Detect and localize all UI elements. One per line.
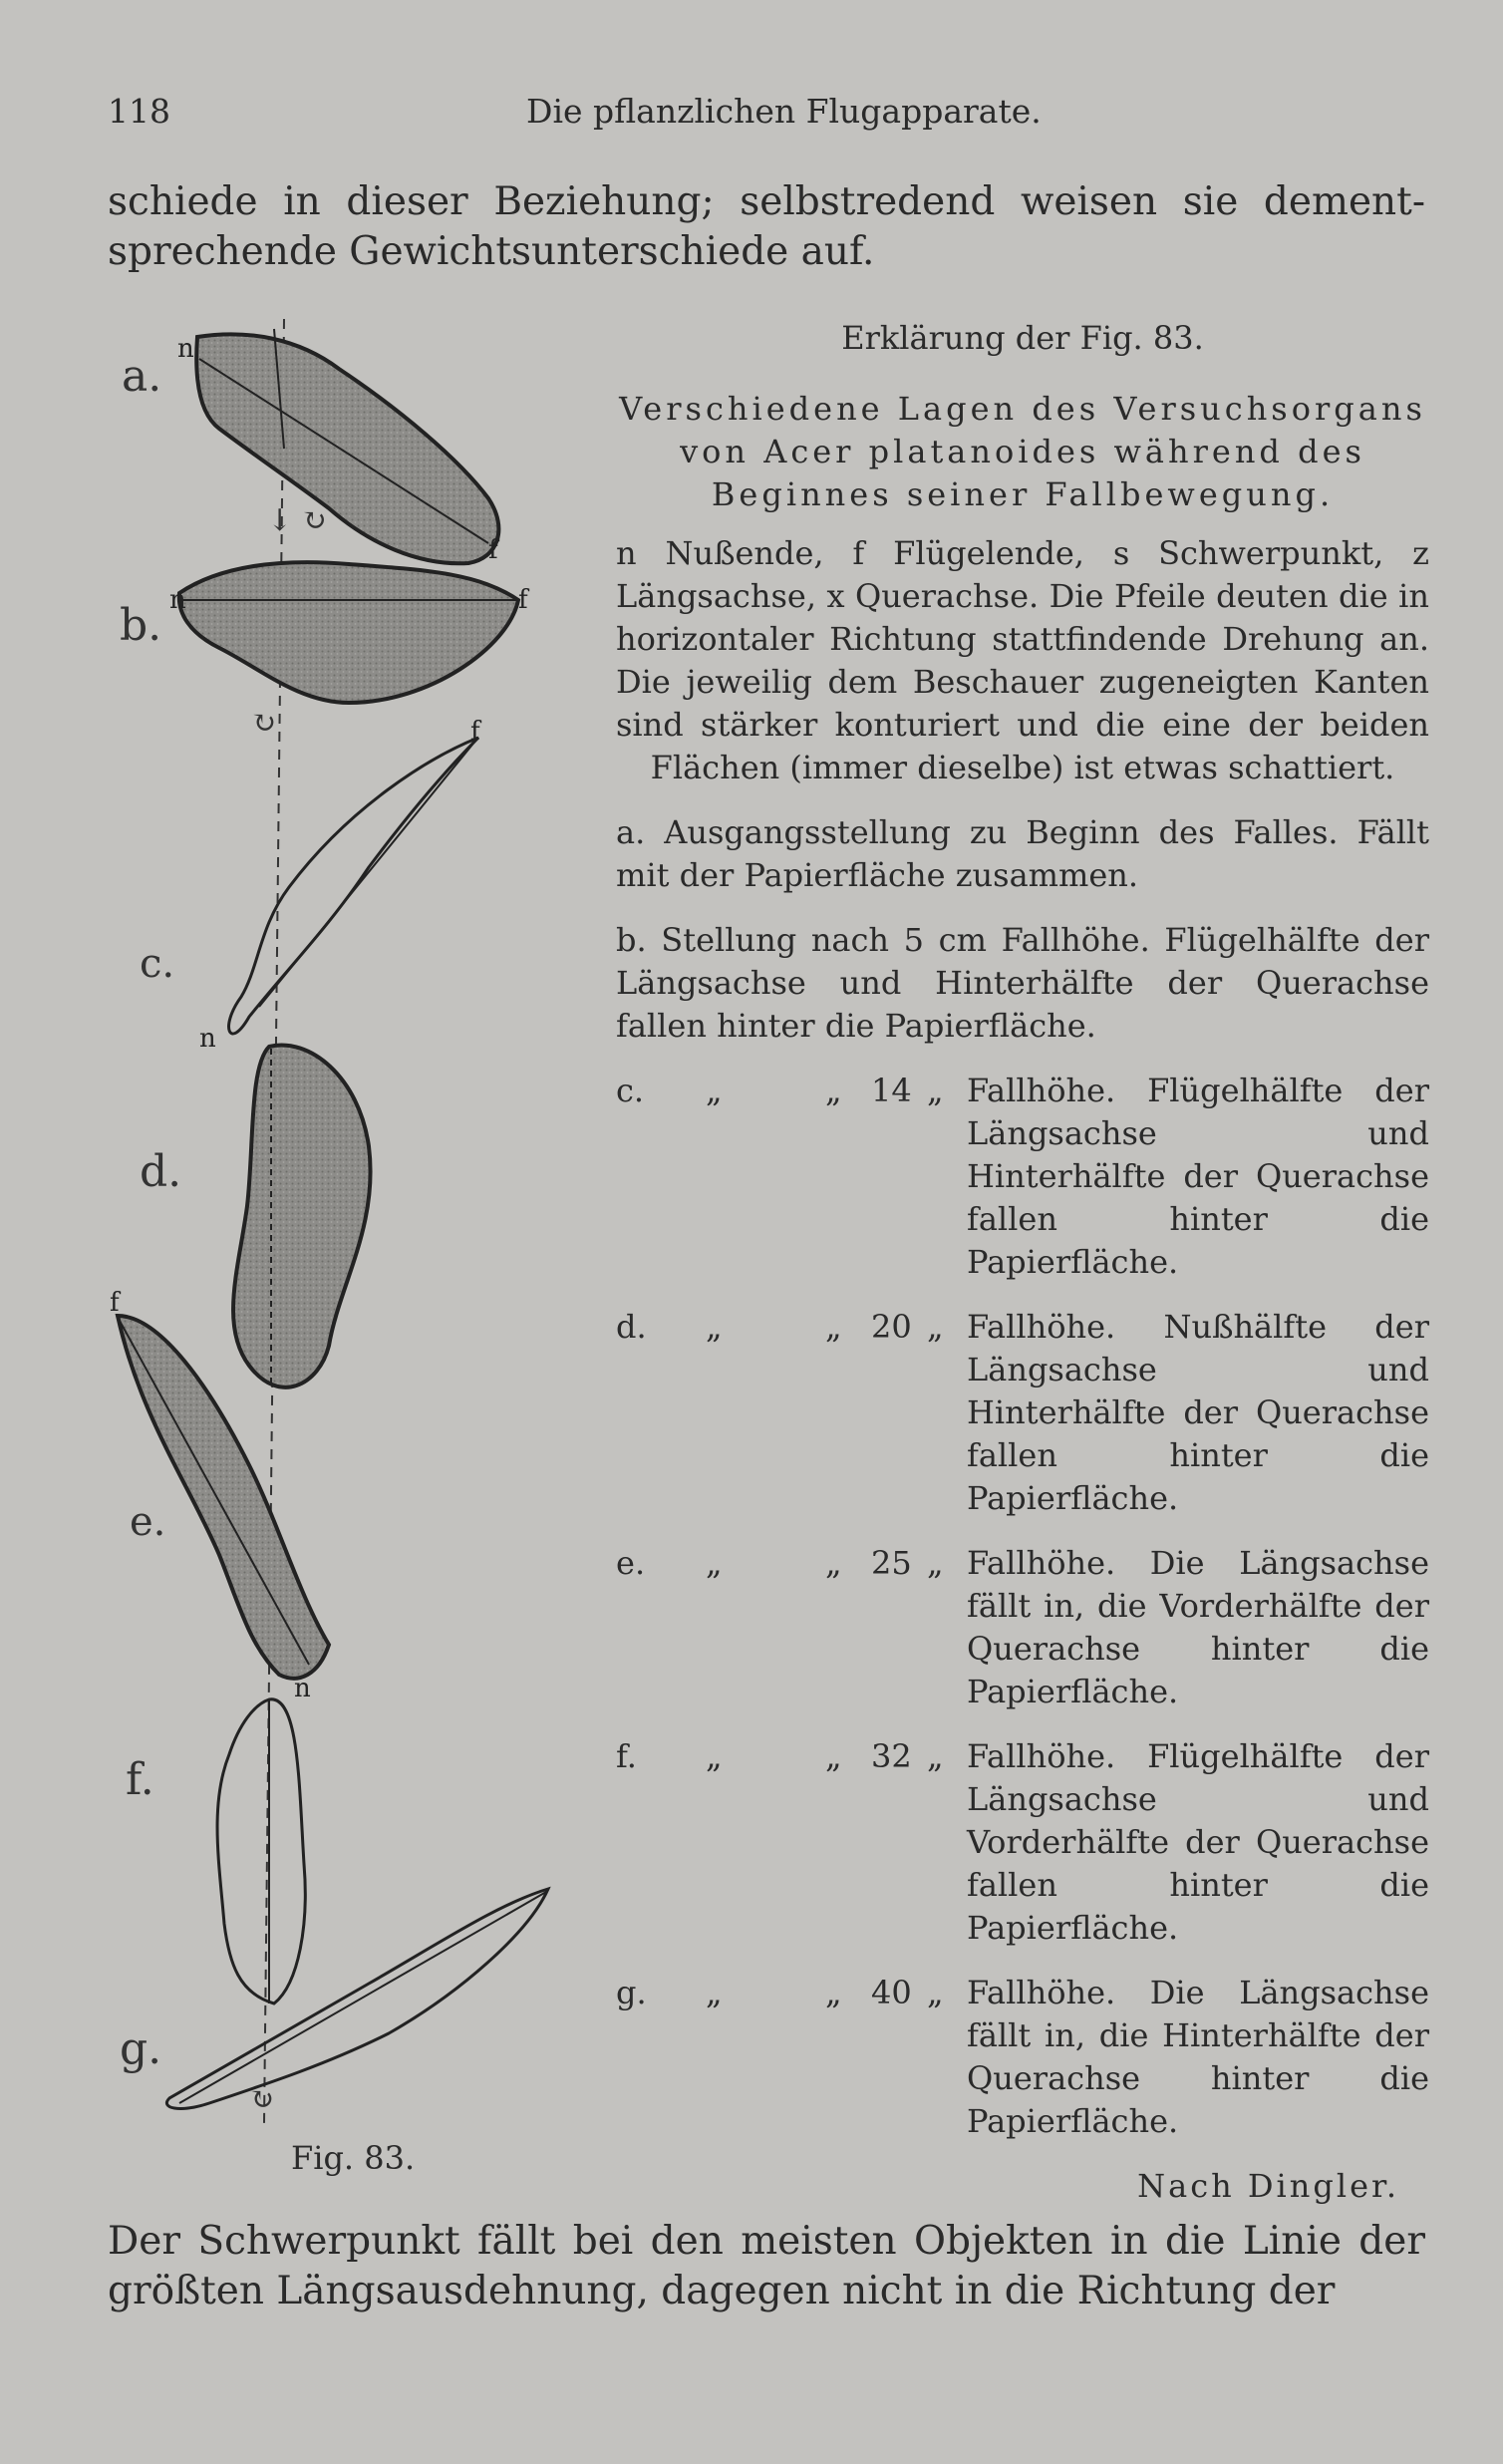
ditto-mark: „ (706, 1737, 723, 1775)
point-n-b: n (169, 585, 186, 615)
point-f-c: f (470, 717, 480, 747)
point-n-e: n (294, 1674, 311, 1703)
figure-83-illustration (100, 309, 618, 2143)
seed-stage-b (179, 562, 518, 703)
seed-b-shape (179, 562, 518, 703)
stage-item-c-height: 14 (871, 1072, 912, 1109)
seed-a-shape (196, 334, 498, 563)
point-f-e: f (110, 1288, 120, 1318)
point-f-a: f (488, 535, 498, 565)
ditto-mark: „ (825, 1308, 842, 1346)
point-n-c: n (199, 1024, 216, 1054)
stage-item-f-letter: f. (616, 1737, 637, 1775)
ditto-mark: „ (927, 1308, 944, 1346)
page-header (108, 92, 1403, 132)
figure-credit: Nach Dingler. (1137, 2167, 1399, 2205)
stage-letter-g: g. (120, 2023, 162, 2074)
stage-item-c-letter: c. (616, 1072, 645, 1109)
seed-d-shape (233, 1045, 371, 1386)
ditto-mark: „ (825, 1974, 842, 2011)
explanation-legend: n Nußende, f Flügelende, s Schwerpunkt, z Längsachse, x Querachse. Die Pfeile deuten die in horizontaler Richtung stattfindende Drehung an. Die jeweilig dem Beschauer zugeneigten Kanten sind stärker konturiert und die eine der beiden Flächen (immer dieselbe) ist etwas schattiert. (616, 534, 1429, 786)
ditto-mark: „ (825, 1072, 842, 1109)
stage-item-b-key: b. Stellung nach 5 cm Fallhöhe. (616, 921, 1150, 959)
stage-letter-f: f. (126, 1754, 154, 1805)
stage-item-e (616, 1542, 1429, 1713)
ditto-mark: „ (825, 1544, 842, 1582)
stage-item-b-text (616, 919, 1429, 1048)
running-title: Die pflanzlichen Flugapparate. (526, 92, 1042, 131)
figure-label: Fig. 83. (291, 2139, 416, 2177)
stage-letter-c: c. (140, 941, 175, 987)
ditto-mark: „ (706, 1072, 723, 1109)
stage-item-e-letter: e. (616, 1544, 646, 1582)
rotation-arrow-a: ↓ ↻ (267, 503, 327, 538)
seed-g-long-axis (179, 1892, 546, 2103)
ditto-mark: „ (706, 1308, 723, 1346)
stage-letter-a: a. (122, 351, 162, 402)
stage-item-f-height: 32 (871, 1737, 912, 1775)
stage-item-a-text (616, 811, 1429, 897)
ditto-mark: „ (825, 1737, 842, 1775)
explanation-heading: Erklärung der Fig. 83. (841, 319, 1204, 357)
page-number: 118 (108, 92, 170, 131)
ditto-mark: „ (706, 1974, 723, 2011)
body-paragraph-top: schiede in dieser Beziehung; selbstredend weisen sie dement-sprechende Gewichtsunterschiede auf. (108, 179, 1425, 274)
stage-item-c-desc: Fallhöhe. Flügelhälfte der Längsachse und Hinterhälfte der Querachse fallen hinter die Papierfläche. (967, 1072, 1429, 1281)
stage-letter-b: b. (120, 600, 162, 651)
stage-list (616, 811, 1429, 2143)
stage-item-e-height: 25 (871, 1544, 912, 1582)
stage-letter-e: e. (130, 1499, 166, 1545)
stage-item-f (616, 1735, 1429, 1950)
stage-item-d-letter: d. (616, 1308, 647, 1346)
body-paragraph-bottom: Der Schwerpunkt fällt bei den meisten Objekten in die Linie der größten Längsausdehnung, dagegen nicht in die Richtung der (108, 2219, 1425, 2313)
point-f-b: f (518, 585, 528, 615)
seed-stage-f (217, 1699, 305, 2003)
seed-stage-d (233, 1045, 371, 1386)
stage-item-c (616, 1070, 1429, 1284)
stage-item-f-desc: Fallhöhe. Flügelhälfte der Längsachse und Vorderhälfte der Querachse fallen hinter die Papierfläche. (967, 1737, 1429, 1947)
seed-c-long-axis (259, 740, 476, 1007)
stage-item-a-desc: Fällt mit der Papierfläche zusammen. (616, 813, 1430, 894)
stage-letter-d: d. (140, 1146, 182, 1197)
ditto-mark: „ (927, 1544, 944, 1582)
point-n-a: n (177, 334, 194, 364)
seed-stage-a (196, 329, 498, 563)
stage-item-e-desc: Fallhöhe. Die Längsachse fällt in, die Vorderhälfte der Querachse hinter die Papierfläche. (967, 1544, 1429, 1710)
ditto-mark: „ (706, 1544, 723, 1582)
figure-explanation (616, 317, 1429, 2208)
stage-item-g (616, 1972, 1429, 2143)
stage-item-g-letter: g. (616, 1974, 647, 2011)
stage-item-a-key: a. Ausgangsstellung zu Beginn des Falles. (616, 813, 1339, 851)
stage-item-a (616, 811, 1429, 897)
stage-item-b-desc: Flügelhälfte der Längsachse und Hinterhälfte der Querachse fallen hinter die Papierfläche. (616, 921, 1430, 1045)
rotation-arrow-b: ↻ (251, 706, 277, 741)
stage-item-b (616, 919, 1429, 1048)
stage-item-g-desc: Fallhöhe. Die Längsachse fällt in, die Hinterhälfte der Querachse hinter die Papierfläche. (967, 1974, 1429, 2140)
seed-stage-c (229, 738, 478, 1034)
stage-item-d-height: 20 (871, 1308, 912, 1346)
explanation-caption: Verschiedene Lagen des Versuchsorgans von Acer platanoides während des Beginnes seiner Fallbewegung. (619, 390, 1426, 513)
ditto-mark: „ (927, 1737, 944, 1775)
ditto-mark: „ (927, 1072, 944, 1109)
seed-f-shape (217, 1699, 305, 2003)
rotation-arrow-g: ↻ (249, 2082, 275, 2117)
stage-item-d (616, 1306, 1429, 1520)
ditto-mark: „ (927, 1974, 944, 2011)
stage-item-d-desc: Fallhöhe. Nußhälfte der Längsachse und Hinterhälfte der Querachse fallen hinter die Papierfläche. (967, 1308, 1429, 1517)
stage-item-g-height: 40 (871, 1974, 912, 2011)
